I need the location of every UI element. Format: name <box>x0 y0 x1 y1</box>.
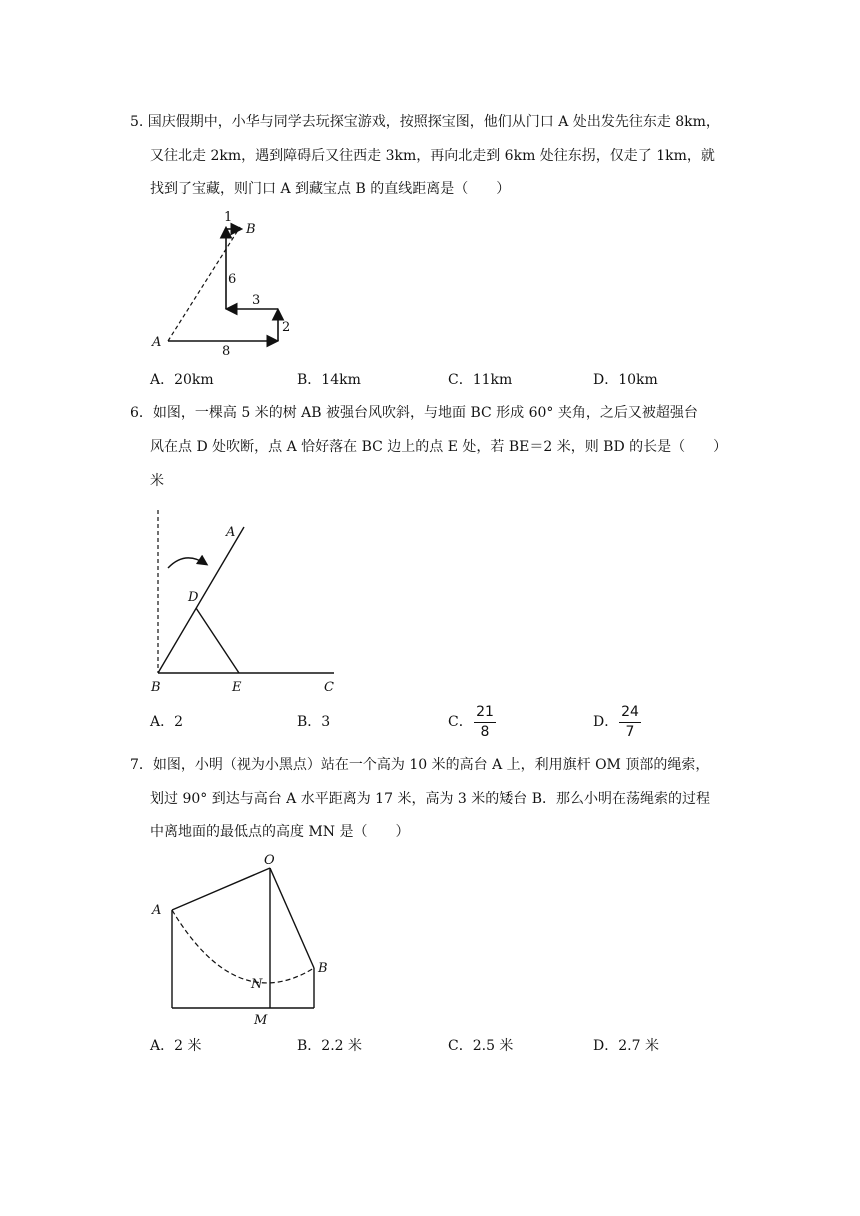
q5-label-6: 6 <box>228 272 237 287</box>
q6-tree-figure <box>140 505 350 695</box>
q6-label-C: C <box>324 680 334 695</box>
q6-option-c-denominator: 8 <box>480 724 490 740</box>
q7-label-A: A <box>152 903 162 918</box>
q5-label-8: 8 <box>222 344 231 359</box>
q6-option-d-fraction-bar <box>619 722 641 723</box>
q7-text-line3: 中离地面的最低点的高度 MN 是（ ） <box>150 824 410 840</box>
q5-label-1: 1 <box>224 210 233 225</box>
q5-label-A: A <box>152 335 162 350</box>
q5-label-3: 3 <box>252 293 261 308</box>
q5-label-B: B <box>246 222 256 237</box>
q7-label-O: O <box>264 853 275 868</box>
q6-option-c-prefix: C． <box>448 714 473 730</box>
q6-option-d-prefix: D． <box>593 714 619 730</box>
q7-rope-OB <box>270 868 314 968</box>
q6-option-b: B．3 <box>297 714 331 730</box>
q5-treasure-map-figure <box>140 205 320 365</box>
q7-text-line2: 划过 90° 到达与高台 A 水平距离为 17 米，高为 3 米的矮台 B．那么小明在荡绳索的过程 <box>150 791 710 807</box>
q6-option-d-fraction <box>619 704 641 741</box>
q7-rope-OA <box>172 868 270 910</box>
q6-option-a: A．2 <box>150 714 184 730</box>
q6-label-A: A <box>226 525 236 540</box>
q5-text-line3: 找到了宝藏，则门口 A 到藏宝点 B 的直线距离是（ ） <box>150 181 511 197</box>
q5-option-b: B．14km <box>297 372 361 388</box>
q6-option-c-numerator: 21 <box>476 704 494 720</box>
q6-line-BA <box>158 527 244 673</box>
q6-label-D: D <box>188 590 199 605</box>
q6-text-line3: 米 <box>150 473 164 489</box>
q7-label-M: M <box>254 1013 268 1028</box>
q5-option-d: D．10km <box>593 372 658 388</box>
q7-option-b: B．2.2 米 <box>297 1038 363 1054</box>
q7-label-N: N <box>251 977 263 992</box>
q7-option-d: D．2.7 米 <box>593 1038 659 1054</box>
q5-text-line2: 又往北走 2km，遇到障碍后又往西走 3km，再向北走到 6km 处往东拐，仅走了 1km，就 <box>150 148 715 164</box>
q5-text-line1: 5. 国庆假期中，小华与同学去玩探宝游戏，按照探宝图，他们从门口 A 处出发先往东走 8km， <box>130 114 720 130</box>
q7-label-B: B <box>318 961 328 976</box>
q6-option-c-fraction <box>474 704 496 741</box>
q6-option-d-numerator: 24 <box>621 704 639 720</box>
q6-curved-arrow <box>168 558 206 568</box>
q6-option-d-denominator: 7 <box>625 724 635 740</box>
q7-option-a: A．2 米 <box>150 1038 202 1054</box>
q6-option-c-fraction-bar <box>474 722 496 723</box>
q7-swing-figure <box>140 848 350 1028</box>
q5-label-2: 2 <box>282 320 291 335</box>
q6-text-line2: 风在点 D 处吹断，点 A 恰好落在 BC 边上的点 E 处，若 BE＝2 米，则 BD 的长是（ ） <box>150 439 728 455</box>
q6-label-E: E <box>232 680 242 695</box>
q5-option-c: C．11km <box>448 372 513 388</box>
q5-option-a: A．20km <box>150 372 214 388</box>
q6-line-DE <box>196 608 239 673</box>
q6-label-B: B <box>151 680 161 695</box>
q7-text-line1: 7．如图，小明（视为小黑点）站在一个高为 10 米的高台 A 上，利用旗杆 OM 顶部的绳索， <box>130 757 710 773</box>
q6-text-line1: 6．如图，一棵高 5 米的树 AB 被强台风吹斜，与地面 BC 形成 60° 夹角，之后又被超强台 <box>130 405 698 421</box>
q7-option-c: C．2.5 米 <box>448 1038 514 1054</box>
